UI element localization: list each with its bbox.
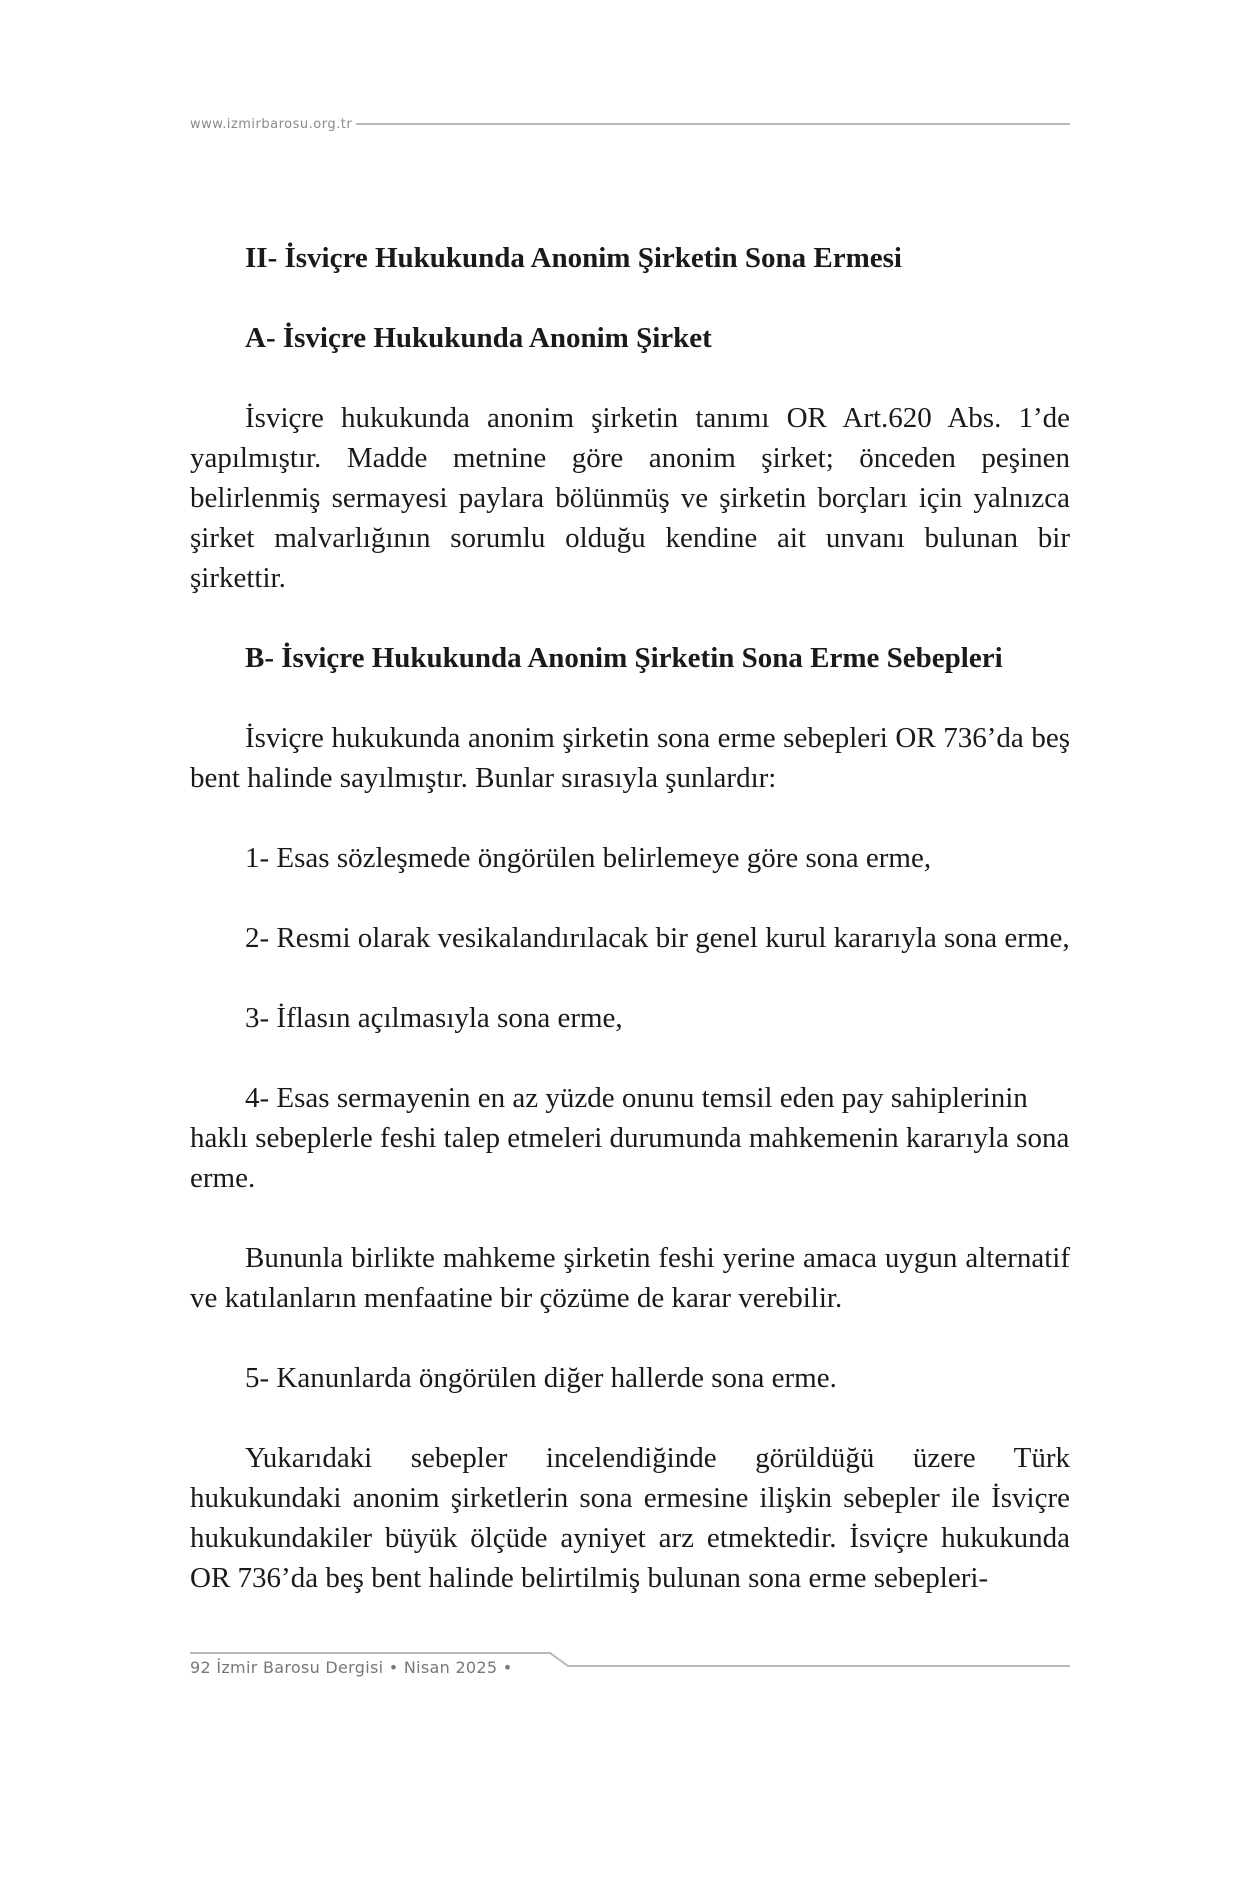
court-note-paragraph: Bununla birlikte mahkeme şirketin feshi yerine amaca uygun alternatif ve katılanların menfaatine bir çözüme de karar verebilir. — [190, 1242, 1070, 1314]
subsection-b-intro: İsviçre hukukunda anonim şirketin sona erme sebepleri OR 736’da beş bent halinde sayılmıştır. Bunlar sırasıyla şunlardır: — [190, 722, 1070, 794]
list-item: 1- Esas sözleşmede öngörülen belirlemeye göre sona erme, — [245, 842, 932, 874]
subsection-a-title: A- İsviçre Hukukunda Anonim Şirket — [245, 322, 712, 354]
subsection-b-title: B- İsviçre Hukukunda Anonim Şirketin Sona Erme Sebepleri — [245, 642, 1003, 674]
footer-text: 92 İzmir Barosu Dergisi • Nisan 2025 • — [190, 1658, 513, 1677]
running-footer — [190, 1652, 1070, 1682]
list-item: 3- İflasın açılmasıyla sona erme, — [245, 1002, 623, 1034]
header-rule — [356, 123, 1070, 125]
running-header — [190, 112, 1070, 136]
page-body — [190, 238, 1070, 1598]
header-url: www.izmirbarosu.org.tr — [190, 116, 353, 132]
section-title: II- İsviçre Hukukunda Anonim Şirketin Sona Ermesi — [245, 242, 902, 274]
list-item: 5- Kanunlarda öngörülen diğer hallerde sona erme. — [245, 1362, 837, 1394]
list-item: 2- Resmi olarak vesikalandırılacak bir genel kurul kararıyla sona erme, — [245, 922, 1070, 954]
subsection-a-paragraph: İsviçre hukukunda anonim şirketin tanımı OR Art.620 Abs. 1’de yapılmıştır. Madde metnine göre anonim şirket; önceden peşinen belirlenmiş sermayesi paylara bölünmüş ve şirketin borçları için yalnızca şirket malvarlığının sorumlu olduğu kendine ait unvanı bulunan bir şirkettir. — [190, 402, 1070, 594]
list-item: 4- Esas sermayenin en az yüzde onunu temsil eden pay sahiplerinin haklı sebeplerle feshi talep etmeleri durumunda mahkemenin kararıyla sona erme. — [190, 1082, 1070, 1194]
closing-paragraph: Yukarıdaki sebepler incelendiğinde görüldüğü üzere Türk hukukundaki anonim şirketlerin sona ermesine ilişkin sebepler ile İsviçre hukukundakiler büyük ölçüde ayniyet arz etmektedir. İsviçre hukukunda OR 736’da beş bent halinde belirtilmiş bulunan sona erme sebepleri- — [190, 1442, 1070, 1594]
